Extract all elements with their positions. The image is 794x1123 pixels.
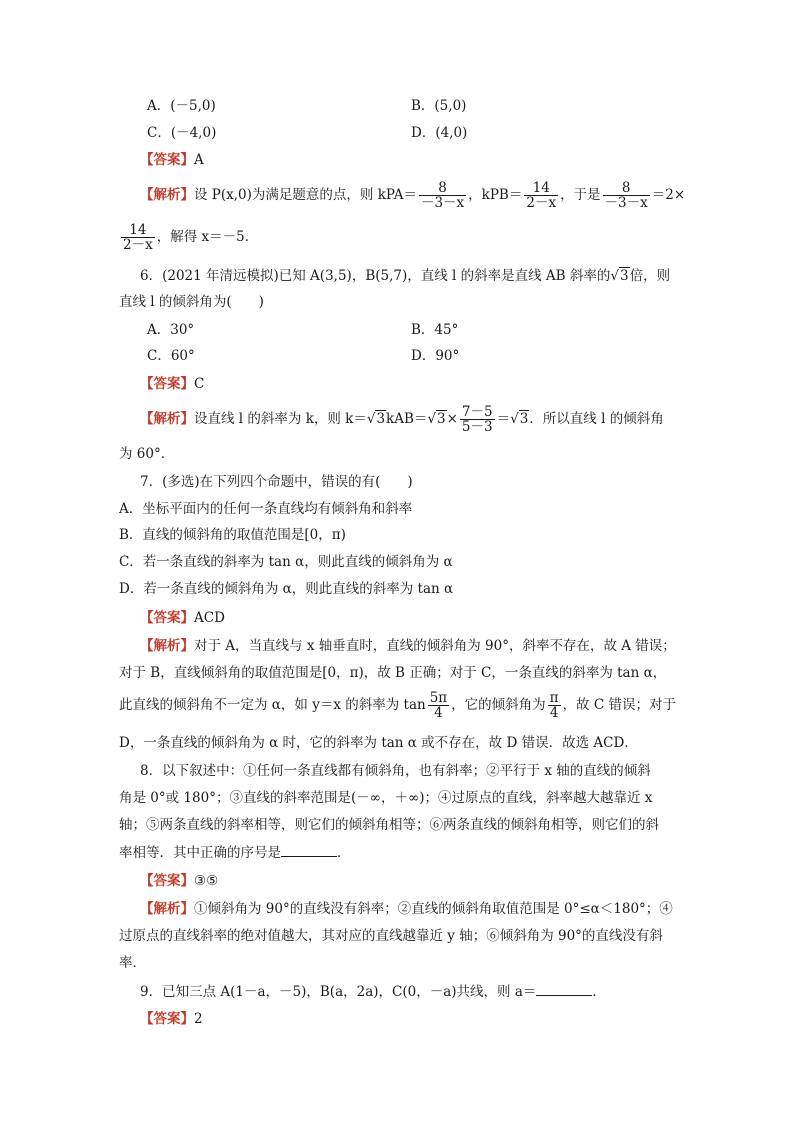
q8-analysis-line-3: 率．: [119, 955, 146, 971]
answer-tag: 【答案】: [140, 610, 194, 626]
answer-tag: 【答案】: [140, 1011, 194, 1027]
sqrt-3: √3: [427, 411, 446, 427]
q5-answer: [140, 150, 204, 170]
q6-option-b: B．45°: [411, 322, 459, 338]
stem-text: 9．已知三点 A(1－a，－5)，B(a，2a)，C(0，－a)共线，则 a＝: [140, 984, 537, 1000]
answer-tag: 【答案】: [140, 152, 194, 168]
analysis-tag: 【解析】: [140, 901, 194, 917]
analysis-tag: 【解析】: [140, 411, 194, 427]
analysis-text: 设直线 l 的斜率为 k，则 k＝: [194, 411, 367, 427]
answer-tag: 【答案】: [140, 376, 194, 392]
q5-analysis-line-2: [119, 222, 258, 252]
analysis-text: ．所以直线 l 的倾斜角: [529, 411, 664, 427]
q7-option-b: B．直线的倾斜角的取值范围是[0，π): [119, 527, 346, 543]
analysis-text: ，解得 x＝－5．: [156, 229, 259, 245]
answer-blank: [281, 842, 337, 857]
q5-option-a: A．(－5,0): [147, 98, 216, 114]
analysis-text: ＝2×: [651, 187, 686, 203]
q7-analysis-line-3: [119, 690, 676, 720]
answer-value: ③⑤: [194, 873, 219, 889]
analysis-tag: 【解析】: [140, 187, 194, 203]
fraction: $\frac{14}{2-x}$: [123, 222, 153, 253]
q6-answer: [140, 374, 204, 394]
q8-stem-line-2: 角是 0°或 180°；③直线的斜率范围是(－∞，＋∞)；④过原点的直线，斜率越大越靠近 x: [119, 790, 653, 806]
sqrt-3: √3: [366, 411, 386, 427]
stem-text: ．: [337, 845, 351, 861]
analysis-text: ①倾斜角为 90°的直线没有斜率；②直线的倾斜角取值范围是 0°≤α＜180°；④: [194, 901, 673, 917]
q5-option-b: B．(5,0): [411, 98, 467, 114]
stem-text: 6．(2021 年清远模拟)已知 A(3,5)，B(5,7)，直线 l 的斜率是直线 AB 斜率的: [140, 268, 611, 284]
q9-stem: [140, 981, 606, 1002]
analysis-text: ×: [446, 411, 458, 427]
fraction: $\frac{8}{-3-x}$: [604, 180, 648, 211]
answer-value: 2: [194, 1011, 203, 1027]
stem-text: ．: [592, 984, 606, 1000]
q8-stem-line-3: 轴；⑤两条直线的斜率相等，则它们的倾斜角相等；⑥两条直线的倾斜角相等，则它们的斜: [119, 817, 659, 833]
analysis-text: ＝: [496, 411, 511, 427]
analysis-text: 对于 A，当直线与 x 轴垂直时，直线的倾斜角为 90°，斜率不存在，故 A 错误；: [194, 638, 676, 654]
q7-stem: 7．(多选)在下列四个命题中，错误的有( ): [140, 474, 413, 490]
q5-option-c: C．(－4,0): [147, 125, 217, 141]
sqrt-3: √3: [510, 411, 529, 427]
q7-option-c: C．若一条直线的斜率为 tan α，则此直线的倾斜角为 α: [119, 554, 453, 570]
q9-answer: [140, 1009, 203, 1029]
answer-value: ACD: [194, 610, 225, 626]
q8-analysis-line-2: 过原点的直线斜率的绝对值越大，其对应的直线越靠近 y 轴；⑥倾斜角为 90°的直线没有斜: [119, 928, 663, 944]
q7-option-d: D．若一条直线的倾斜角为 α，则此直线的斜率为 tan α: [119, 581, 454, 597]
fraction: $\frac{7-5}{5-3}$: [461, 404, 493, 435]
analysis-text: ，于是: [560, 187, 601, 203]
q7-option-a: A．坐标平面内的任何一条直线均有倾斜角和斜率: [119, 501, 413, 517]
q6-analysis-line-2: 为 60°．: [119, 446, 175, 462]
analysis-tag: 【解析】: [140, 638, 194, 654]
q6-option-c: C．60°: [147, 348, 195, 364]
q8-answer: [140, 871, 218, 891]
fraction: $\frac{14}{2-x}$: [526, 180, 557, 211]
answer-value: A: [194, 152, 204, 168]
q6-option-d: D．90°: [411, 348, 460, 364]
q8-stem-line-1: 8．以下叙述中：①任何一条直线都有倾斜角，也有斜率；②平行于 x 轴的直线的倾斜: [140, 763, 651, 779]
fraction: $\frac{8}{-3-x}$: [420, 180, 465, 211]
q7-analysis-line-4: D，一条直线的倾斜角为 α 时，它的斜率为 tan α 或不存在，故 D 错误．故选 ACD．: [119, 735, 638, 751]
q7-answer: [140, 608, 225, 628]
analysis-text: 此直线的倾斜角不一定为 α，如 y＝x 的斜率为 tan: [119, 697, 426, 713]
fraction: $\frac{\pi}{4}$: [549, 690, 559, 721]
q6-analysis-line-1: [140, 404, 664, 434]
q6-stem-line-2: 直线 l 的倾斜角为( ): [119, 294, 264, 310]
answer-tag: 【答案】: [140, 873, 194, 889]
q7-analysis-line-1: [140, 636, 676, 656]
sqrt-3: √3: [610, 268, 629, 284]
stem-text: 率相等．其中正确的序号是: [119, 845, 281, 861]
analysis-text: ，故 C 错误；对于: [562, 697, 676, 713]
analysis-text: kAB＝: [386, 411, 428, 427]
analysis-text: 设 P(x,0)为满足题意的点，则 kPA＝: [194, 187, 417, 203]
q6-option-a: A．30°: [147, 322, 195, 338]
q5-option-d: D．(4,0): [411, 125, 468, 141]
answer-blank: [536, 981, 592, 996]
analysis-text: ，kPB＝: [468, 187, 523, 203]
answer-value: C: [194, 376, 205, 392]
q8-stem-line-4: [119, 842, 351, 863]
stem-text: 倍，则: [629, 268, 671, 284]
analysis-text: ，它的倾斜角为: [451, 697, 546, 713]
q7-analysis-line-2: 对于 B，直线倾斜角的取值范围是[0，π)，故 B 正确；对于 C，一条直线的斜率为 tan α，: [119, 665, 667, 681]
fraction: $\frac{5\pi}{4}$: [429, 690, 448, 721]
q6-stem-line-1: [140, 266, 670, 286]
q8-analysis-line-1: [140, 899, 673, 919]
q5-analysis-line-1: [140, 180, 685, 210]
